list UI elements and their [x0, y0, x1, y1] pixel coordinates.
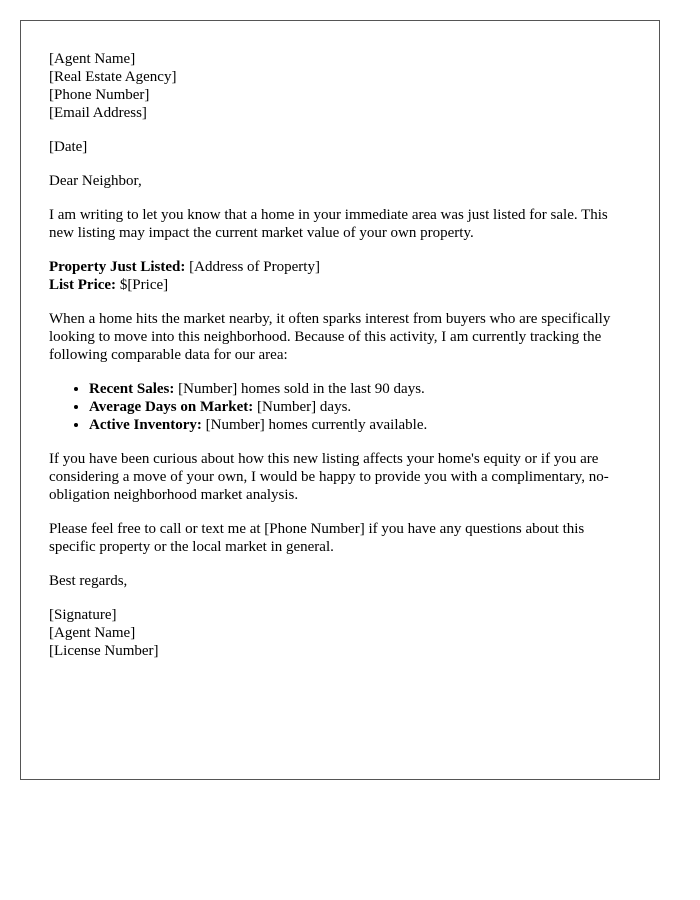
letter-page: [20, 20, 660, 780]
license-number: [License Number]: [49, 643, 159, 659]
stat-value: [Number] homes currently available.: [201, 417, 428, 433]
signature-block: [49, 606, 631, 660]
sender-phone: [Phone Number]: [49, 87, 150, 103]
price-line: [49, 276, 631, 294]
sender-email: [Email Address]: [49, 105, 147, 121]
stats-list: [49, 380, 631, 434]
stat-value: [Number] days.: [253, 399, 352, 415]
property-line: [49, 258, 631, 276]
contact-paragraph: Please feel free to call or text me at [Phone Number] if you have any questions about this specific property or the local market in general.: [49, 521, 585, 555]
stat-value: [Number] homes sold in the last 90 days.: [174, 381, 425, 397]
sender-block: [49, 50, 631, 122]
stat-label: Average Days on Market:: [89, 399, 254, 415]
signature: [Signature]: [49, 607, 117, 623]
stat-item-active-inventory: [89, 416, 631, 434]
property-label: Property Just Listed:: [49, 259, 186, 275]
stat-item-days-on-market: [89, 398, 631, 416]
salutation: Dear Neighbor,: [49, 173, 142, 189]
price-value: $[Price]: [116, 277, 169, 293]
closing: Best regards,: [49, 573, 128, 589]
property-value: [Address of Property]: [185, 259, 320, 275]
price-label: List Price:: [49, 277, 117, 293]
listing-details: [49, 258, 631, 294]
sender-agency: [Real Estate Agency]: [49, 69, 177, 85]
stat-label: Recent Sales:: [89, 381, 175, 397]
offer-paragraph: If you have been curious about how this new listing affects your home's equity or if you are considering a move of your own, I would be happy to provide you with a complimentary, no-obligation neighborhood market analysis.: [49, 451, 609, 503]
signature-agent-name: [Agent Name]: [49, 625, 136, 641]
market-paragraph: When a home hits the market nearby, it often sparks interest from buyers who are specifically looking to move into this neighborhood. Because of this activity, I am currently tracking the following comparable data for our area:: [49, 311, 611, 363]
intro-paragraph: I am writing to let you know that a home in your immediate area was just listed for sale. This new listing may impact the current market value of your own property.: [49, 207, 608, 241]
letter-date: [Date]: [49, 139, 88, 155]
stat-label: Active Inventory:: [89, 417, 202, 433]
stat-item-recent-sales: [89, 380, 631, 398]
sender-agent-name: [Agent Name]: [49, 51, 136, 67]
